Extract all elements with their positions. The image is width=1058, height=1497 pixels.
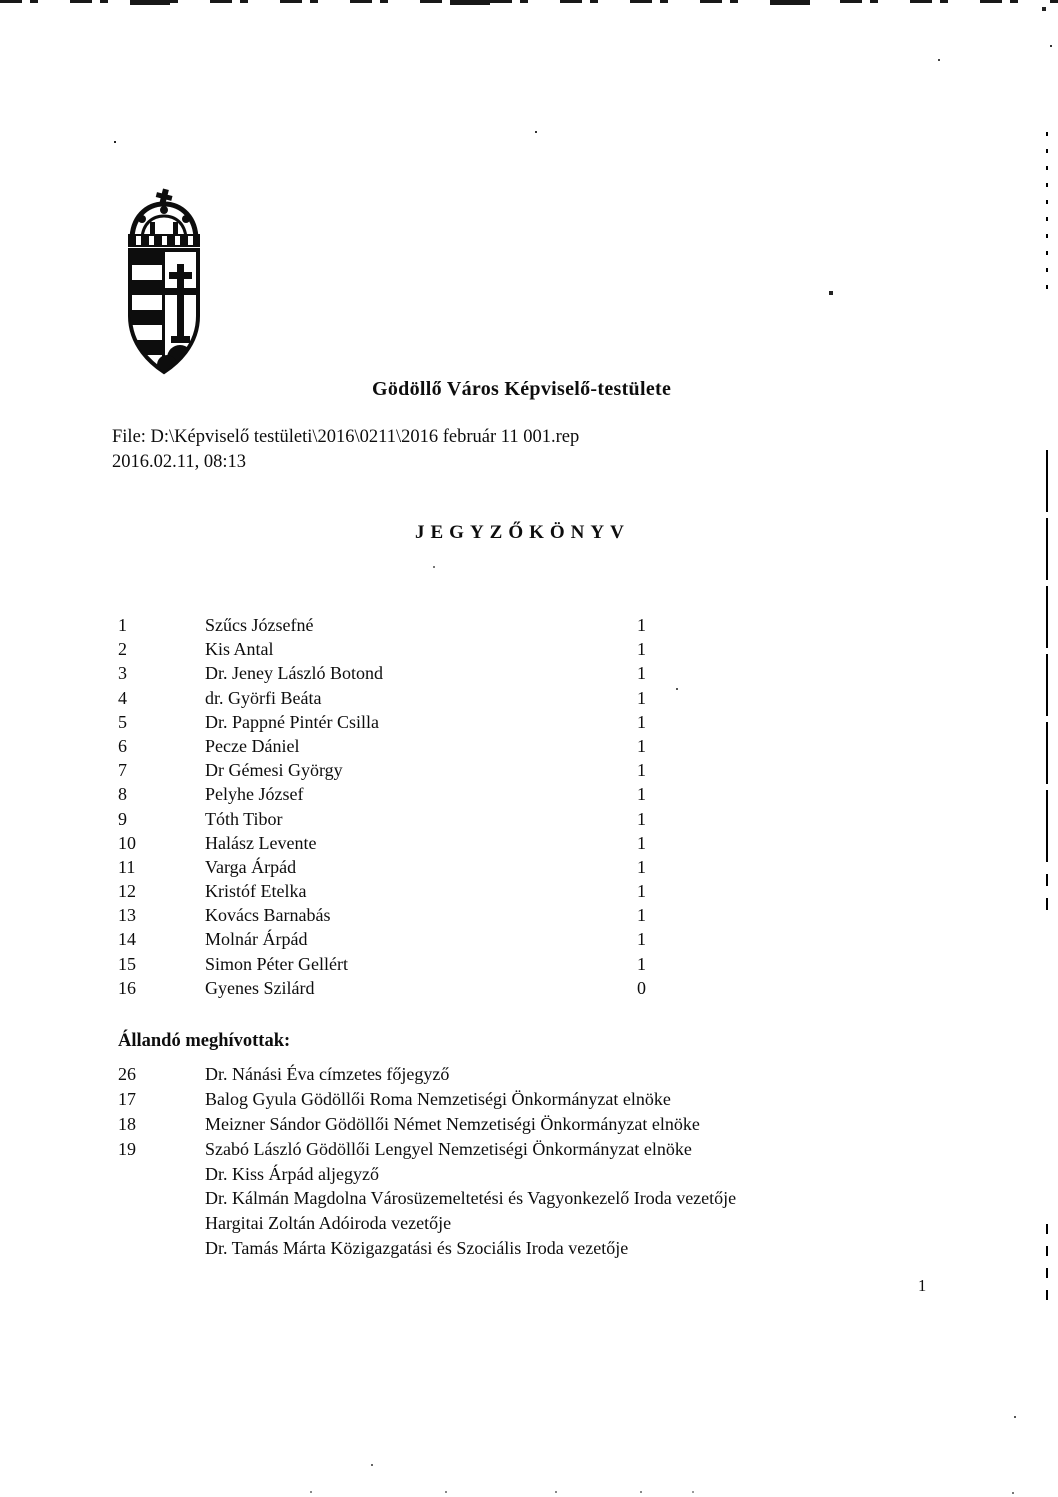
presence-value: 1 (637, 953, 646, 974)
attendance-list (118, 613, 661, 1000)
attendance-row (118, 710, 661, 734)
invitee-name: Szabó László Gödöllői Lengyel Nemzetiségi Önkormányzat elnöke (205, 1138, 692, 1159)
row-number: 11 (118, 856, 136, 877)
row-number: 14 (118, 929, 136, 950)
invitee-row (118, 1186, 736, 1211)
row-number: 9 (118, 808, 127, 829)
member-name: Pecze Dániel (205, 735, 300, 756)
invitee-name: Hargitai Zoltán Adóiroda vezetője (205, 1213, 452, 1234)
invitee-name: Dr. Kálmán Magdolna Városüzemeltetési és Vagyonkezelő Iroda vezetője (205, 1188, 737, 1209)
attendance-row (118, 952, 661, 976)
invitee-row (118, 1162, 736, 1187)
invitee-name: Dr. Kiss Árpád aljegyző (205, 1163, 379, 1184)
member-name: Varga Árpád (205, 856, 297, 877)
attendance-row (118, 903, 661, 927)
member-name: Dr. Jeney László Botond (205, 663, 383, 684)
row-number: 17 (118, 1088, 136, 1109)
jegyzokonyv-heading: JEGYZŐKÖNYV (415, 522, 630, 543)
attendance-row (118, 831, 661, 855)
row-number: 2 (118, 639, 127, 660)
presence-value: 1 (637, 856, 646, 877)
presence-value: 1 (637, 760, 646, 781)
member-name: Dr Gémesi György (205, 760, 343, 781)
row-number: 6 (118, 735, 127, 756)
row-number: 18 (118, 1113, 136, 1134)
attendance-row (118, 637, 661, 661)
attendance-row (118, 855, 661, 879)
member-name: Halász Levente (205, 832, 317, 853)
scan-artifact-right-line (1046, 850, 1048, 912)
attendance-row (118, 879, 661, 903)
presence-value: 1 (637, 808, 646, 829)
row-number: 7 (118, 760, 127, 781)
attendance-row (118, 734, 661, 758)
timestamp-line: 2016.02.11, 08:13 (112, 452, 246, 472)
attendance-row (118, 976, 661, 1000)
row-number: 4 (118, 687, 127, 708)
presence-value: 1 (637, 735, 646, 756)
attendance-row (118, 782, 661, 806)
presence-value: 1 (637, 639, 646, 660)
presence-value: 0 (637, 977, 646, 998)
member-name: Simon Péter Gellért (205, 953, 348, 974)
presence-value: 1 (637, 711, 646, 732)
row-number (118, 1211, 205, 1236)
invitee-name: Dr. Tamás Márta Közigazgatási és Szociális Iroda vezetője (205, 1238, 629, 1259)
attendance-row (118, 686, 661, 710)
invitee-row (118, 1112, 736, 1137)
row-number: 3 (118, 663, 127, 684)
scan-artifact-right-line (1046, 1224, 1048, 1306)
file-path-line: File: D:\Képviselő testületi\2016\0211\2016 február 11 001.rep (112, 427, 580, 447)
attendance-row (118, 661, 661, 685)
hungarian-coat-of-arms-icon (112, 188, 216, 378)
invitee-name: Balog Gyula Gödöllői Roma Nemzetiségi Önkormányzat elnöke (205, 1088, 671, 1109)
invitee-row (118, 1087, 736, 1112)
invitee-name: Dr. Nánási Éva címzetes főjegyző (205, 1064, 450, 1084)
row-number: 10 (118, 832, 136, 853)
invitees-heading: Állandó meghívottak: (118, 1031, 291, 1051)
row-number (118, 1186, 205, 1211)
member-name: Szűcs Józsefné (205, 615, 314, 635)
member-name: Kristóf Etelka (205, 881, 307, 902)
member-name: Gyenes Szilárd (205, 977, 315, 998)
member-name: dr. Györfi Beáta (205, 687, 322, 708)
member-name: Tóth Tibor (205, 808, 283, 829)
scan-noise-specks (0, 0, 2, 2)
invitee-row (118, 1236, 736, 1261)
member-name: Kis Antal (205, 639, 274, 660)
page-number: 1 (918, 1276, 927, 1295)
row-number: 5 (118, 711, 127, 732)
row-number: 26 (118, 1064, 136, 1084)
presence-value: 1 (637, 663, 646, 684)
invitee-name: Meizner Sándor Gödöllői Német Nemzetiségi Önkormányzat elnöke (205, 1113, 700, 1134)
invitee-row (118, 1137, 736, 1162)
presence-value: 1 (637, 881, 646, 902)
row-number: 8 (118, 784, 127, 805)
row-number: 1 (118, 615, 127, 635)
attendance-row (118, 613, 661, 637)
scan-artifact-right-line (1046, 450, 1048, 850)
presence-value: 1 (637, 905, 646, 926)
presence-value: 1 (637, 615, 646, 635)
scan-artifact-right-line (1046, 132, 1048, 302)
invitee-row (118, 1062, 736, 1087)
row-number (118, 1236, 205, 1261)
invitee-row (118, 1211, 736, 1236)
presence-value: 1 (637, 687, 646, 708)
presence-value: 1 (637, 784, 646, 805)
attendance-row (118, 927, 661, 951)
presence-value: 1 (637, 929, 646, 950)
row-number: 16 (118, 977, 136, 998)
scan-artifact-top-edge (0, 0, 1058, 5)
attendance-row (118, 758, 661, 782)
member-name: Kovács Barnabás (205, 905, 331, 926)
invitees-list (118, 1062, 736, 1261)
row-number: 19 (118, 1138, 136, 1159)
member-name: Molnár Árpád (205, 929, 308, 950)
attendance-row (118, 807, 661, 831)
row-number: 13 (118, 905, 136, 926)
row-number: 12 (118, 881, 136, 902)
member-name: Dr. Pappné Pintér Csilla (205, 711, 379, 732)
row-number: 15 (118, 953, 136, 974)
member-name: Pelyhe József (205, 784, 304, 805)
presence-value: 1 (637, 832, 646, 853)
document-title: Gödöllő Város Képviselő-testülete (372, 378, 672, 400)
row-number (118, 1162, 205, 1187)
